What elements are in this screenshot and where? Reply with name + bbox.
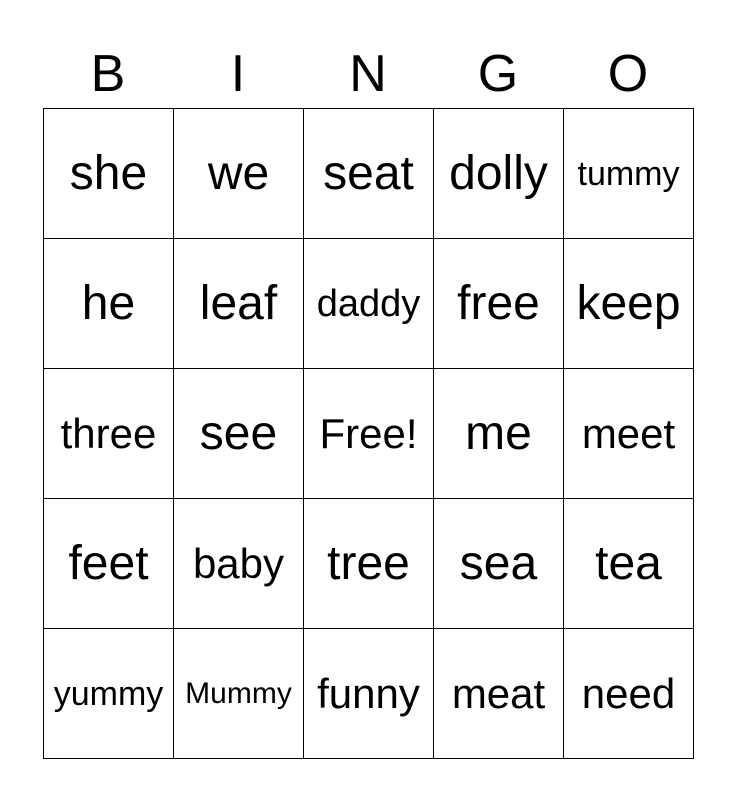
- bingo-cell[interactable]: sea: [434, 499, 564, 629]
- bingo-cell[interactable]: free: [434, 239, 564, 369]
- bingo-cell[interactable]: he: [44, 239, 174, 369]
- bingo-header: [43, 40, 693, 108]
- bingo-cell[interactable]: Mummy: [174, 629, 304, 759]
- bingo-cell[interactable]: tea: [564, 499, 694, 629]
- bingo-grid: [43, 108, 694, 759]
- bingo-cell[interactable]: meat: [434, 629, 564, 759]
- bingo-card: [43, 40, 693, 759]
- bingo-cell[interactable]: meet: [564, 369, 694, 499]
- bingo-cell[interactable]: seat: [304, 109, 434, 239]
- bingo-cell[interactable]: we: [174, 109, 304, 239]
- header-letter-g: G: [477, 45, 519, 103]
- bingo-cell[interactable]: three: [44, 369, 174, 499]
- header-letter-o: O: [607, 45, 649, 103]
- bingo-cell[interactable]: baby: [174, 499, 304, 629]
- bingo-cell[interactable]: tummy: [564, 109, 694, 239]
- bingo-cell[interactable]: me: [434, 369, 564, 499]
- bingo-cell[interactable]: feet: [44, 499, 174, 629]
- header-letter-b: B: [90, 45, 126, 103]
- bingo-cell[interactable]: dolly: [434, 109, 564, 239]
- bingo-cell[interactable]: funny: [304, 629, 434, 759]
- bingo-cell[interactable]: daddy: [304, 239, 434, 369]
- bingo-cell[interactable]: leaf: [174, 239, 304, 369]
- bingo-cell[interactable]: she: [44, 109, 174, 239]
- bingo-cell[interactable]: keep: [564, 239, 694, 369]
- bingo-cell[interactable]: tree: [304, 499, 434, 629]
- bingo-cell[interactable]: see: [174, 369, 304, 499]
- header-letter-i: I: [230, 45, 246, 103]
- bingo-cell[interactable]: need: [564, 629, 694, 759]
- bingo-free-cell[interactable]: Free!: [304, 369, 434, 499]
- header-letter-n: N: [349, 45, 387, 103]
- bingo-cell[interactable]: yummy: [44, 629, 174, 759]
